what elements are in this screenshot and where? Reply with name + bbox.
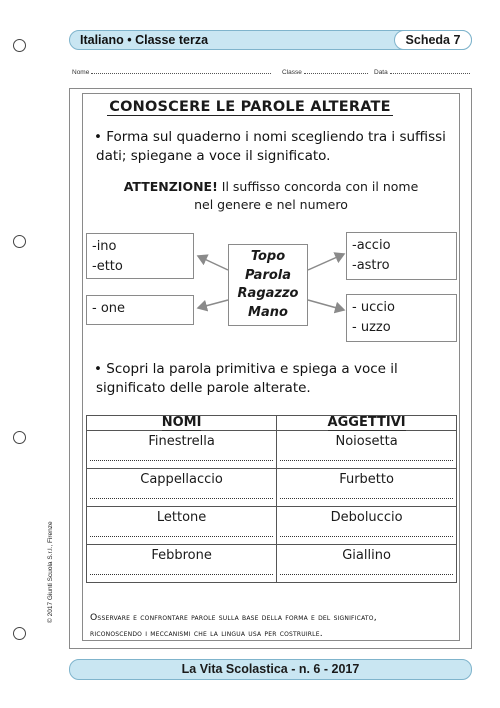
objective-line-2: riconoscendo i meccanismi che la lingua usa per costruirle. xyxy=(90,628,323,639)
suffix-etto: -etto xyxy=(92,259,123,274)
table-row xyxy=(87,431,457,469)
date-label: Data xyxy=(374,69,388,76)
suffix-box-top-right xyxy=(346,232,457,280)
attention-label: ATTENZIONE! xyxy=(123,179,218,194)
suffix-box-bottom-right xyxy=(346,294,457,342)
suffix-astro: -astro xyxy=(352,258,390,273)
attention-line-2: nel genere e nel numero xyxy=(194,197,348,212)
header-aggettivi: AGGETTIVI xyxy=(277,416,457,431)
name-label: Nome xyxy=(72,69,90,76)
objective-line-1: Osservare e confrontare parole sulla base della forma e del significato, xyxy=(90,612,377,623)
word-mano: Mano xyxy=(248,304,288,320)
table-row xyxy=(87,469,457,507)
instruction-1-line-2: dati; spiegane a voce il significato. xyxy=(96,148,331,164)
header-nomi: NOMI xyxy=(87,416,277,431)
answer-line xyxy=(90,536,273,537)
word-topo: Topo xyxy=(250,249,286,264)
subject-label: Italiano • Classe terza xyxy=(80,33,209,47)
suffix-box-bottom-left xyxy=(86,295,194,325)
arrow-top-left xyxy=(198,256,228,270)
copyright-text: © 2017 Giunti Scuola S.r.l., Firenze xyxy=(47,521,54,623)
table-row xyxy=(87,507,457,545)
attention-line-1: Il suffisso concorda con il nome xyxy=(217,179,419,194)
instruction-1-line-1: • Forma sul quaderno i nomi scegliendo tra i suffissi xyxy=(94,129,446,145)
arrow-top-right xyxy=(308,254,344,270)
answer-line xyxy=(90,498,273,499)
table-cell[interactable]: Furbetto xyxy=(277,469,457,507)
answer-line xyxy=(280,536,453,537)
suffix-uzzo: - uzzo xyxy=(352,320,391,335)
answer-line xyxy=(90,460,273,461)
answer-line xyxy=(280,498,453,499)
arrow-bottom-right xyxy=(308,300,344,310)
sheet-number: Scheda 7 xyxy=(394,30,472,50)
instruction-2-line-1: • Scopri la parola primitiva e spiega a voce il xyxy=(94,361,398,377)
table-cell[interactable]: Cappellaccio xyxy=(87,469,277,507)
answer-line xyxy=(280,460,453,461)
class-label: Classe xyxy=(282,69,302,76)
footer-bar xyxy=(69,659,472,680)
suffix-accio: -accio xyxy=(352,238,391,253)
footer-label: La Vita Scolastica - n. 6 - 2017 xyxy=(181,662,360,676)
instruction-2 xyxy=(94,360,398,398)
table-cell[interactable]: Lettone xyxy=(87,507,277,545)
table-cell[interactable]: Noiosetta xyxy=(277,431,457,469)
base-words-box xyxy=(228,244,308,326)
suffix-one: - one xyxy=(92,301,126,316)
suffix-box-top-left xyxy=(86,233,194,279)
learning-objective xyxy=(90,610,460,642)
table-cell[interactable]: Febbrone xyxy=(87,545,277,583)
word-ragazzo: Ragazzo xyxy=(237,286,299,301)
table-cell[interactable]: Giallino xyxy=(277,545,457,583)
worksheet-title: CONOSCERE LE PAROLE ALTERATE xyxy=(109,99,391,115)
table-cell[interactable]: Deboluccio xyxy=(277,507,457,545)
suffix-ino: -ino xyxy=(92,239,117,254)
answer-line xyxy=(280,574,453,575)
arrow-bottom-left xyxy=(198,300,228,308)
instruction-2-line-2: significato delle parole alterate. xyxy=(96,380,311,396)
table-cell[interactable]: Finestrella xyxy=(87,431,277,469)
answer-line xyxy=(90,574,273,575)
suffix-uccio: - uccio xyxy=(352,300,395,315)
word-parola: Parola xyxy=(244,267,292,283)
altered-words-table xyxy=(86,415,457,583)
table-header-row xyxy=(87,416,457,431)
table-row xyxy=(87,545,457,583)
